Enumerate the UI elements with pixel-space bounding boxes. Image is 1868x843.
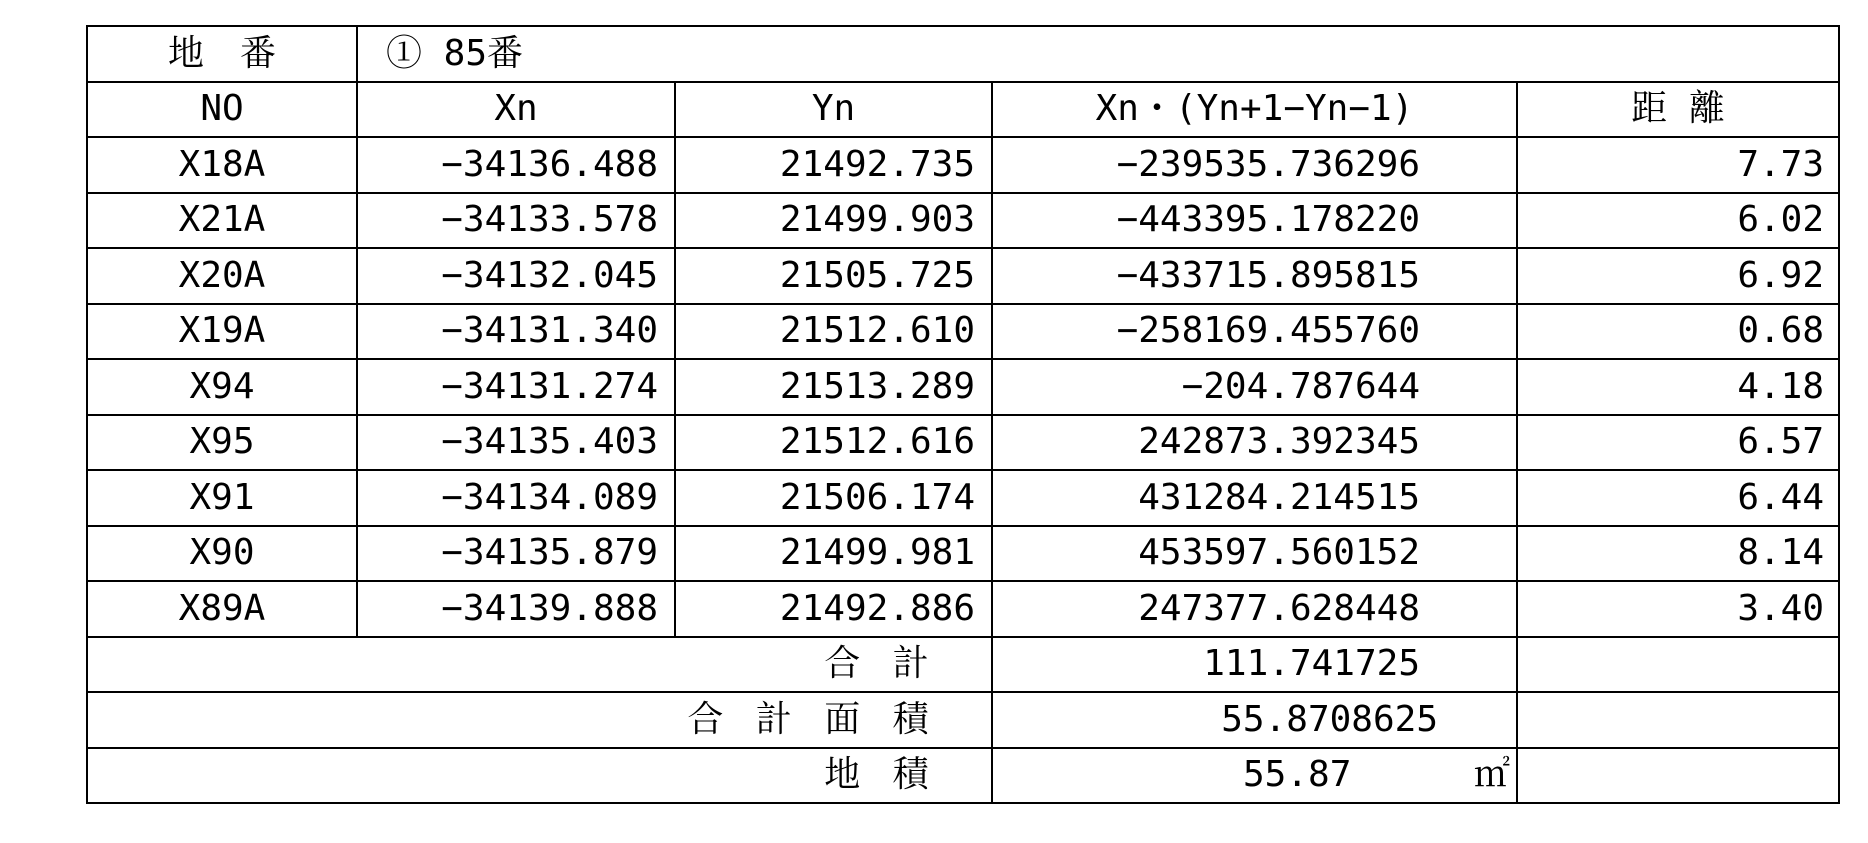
- xn-value: −34132.045: [357, 248, 675, 304]
- col-header-calc: Xn・(Yn+1−Yn−1): [992, 82, 1517, 138]
- distance-value: 6.44: [1517, 470, 1839, 526]
- distance-value: 7.73: [1517, 137, 1839, 193]
- yn-value: 21512.616: [675, 415, 992, 471]
- yn-value: 21499.981: [675, 526, 992, 582]
- calc-value: −239535.736296: [992, 137, 1517, 193]
- area-calculation-table: [86, 25, 1840, 804]
- yn-value: 21492.735: [675, 137, 992, 193]
- point-no: X90: [87, 526, 357, 582]
- point-no: X18A: [87, 137, 357, 193]
- xn-value: −34134.089: [357, 470, 675, 526]
- calc-value: −433715.895815: [992, 248, 1517, 304]
- table-row: [87, 359, 1839, 415]
- table-row: [87, 248, 1839, 304]
- xn-value: −34135.403: [357, 415, 675, 471]
- calc-value: 247377.628448: [992, 581, 1517, 637]
- distance-value: 4.18: [1517, 359, 1839, 415]
- sum-label: 合計: [87, 637, 992, 693]
- distance-value: 8.14: [1517, 526, 1839, 582]
- table-row: [87, 304, 1839, 360]
- point-no: X20A: [87, 248, 357, 304]
- parcel-value: ① 85番: [357, 26, 1839, 82]
- total-area-row: [87, 692, 1839, 748]
- point-no: X21A: [87, 193, 357, 249]
- calc-value: 431284.214515: [992, 470, 1517, 526]
- land-area-value: 55.87: [1243, 754, 1352, 796]
- calc-value: 453597.560152: [992, 526, 1517, 582]
- calc-value: 242873.392345: [992, 415, 1517, 471]
- yn-value: 21492.886: [675, 581, 992, 637]
- point-no: X94: [87, 359, 357, 415]
- table-row: [87, 193, 1839, 249]
- square-meter-unit: ㎡: [1473, 754, 1510, 796]
- land-area-cell: [992, 748, 1517, 804]
- table-row: [87, 137, 1839, 193]
- sum-row: [87, 637, 1839, 693]
- sum-value: 111.741725: [992, 637, 1517, 693]
- calc-value: −443395.178220: [992, 193, 1517, 249]
- calc-value: −258169.455760: [992, 304, 1517, 360]
- distance-value: 3.40: [1517, 581, 1839, 637]
- xn-value: −34133.578: [357, 193, 675, 249]
- xn-value: −34139.888: [357, 581, 675, 637]
- distance-value: 6.57: [1517, 415, 1839, 471]
- xn-value: −34131.274: [357, 359, 675, 415]
- point-no: X19A: [87, 304, 357, 360]
- distance-value: 6.92: [1517, 248, 1839, 304]
- total-area-label: 合計面積: [87, 692, 992, 748]
- distance-value: 6.02: [1517, 193, 1839, 249]
- total-area-value: 55.8708625: [992, 692, 1517, 748]
- calc-value: −204.787644: [992, 359, 1517, 415]
- yn-value: 21506.174: [675, 470, 992, 526]
- table-row: [87, 526, 1839, 582]
- total-area-empty-cell: [1517, 692, 1839, 748]
- column-header-row: [87, 82, 1839, 138]
- yn-value: 21513.289: [675, 359, 992, 415]
- col-header-yn: Yn: [675, 82, 992, 138]
- col-header-xn: Xn: [357, 82, 675, 138]
- table-row: [87, 470, 1839, 526]
- yn-value: 21499.903: [675, 193, 992, 249]
- xn-value: −34135.879: [357, 526, 675, 582]
- land-area-row: [87, 748, 1839, 804]
- sum-empty-cell: [1517, 637, 1839, 693]
- table-row: [87, 415, 1839, 471]
- col-header-distance: 距 離: [1517, 82, 1839, 138]
- land-area-empty-cell: [1517, 748, 1839, 804]
- point-no: X91: [87, 470, 357, 526]
- point-no: X95: [87, 415, 357, 471]
- xn-value: −34131.340: [357, 304, 675, 360]
- yn-value: 21512.610: [675, 304, 992, 360]
- xn-value: −34136.488: [357, 137, 675, 193]
- table-row: [87, 581, 1839, 637]
- land-area-label: 地積: [87, 748, 992, 804]
- point-no: X89A: [87, 581, 357, 637]
- parcel-label: 地 番: [87, 26, 357, 82]
- parcel-row: [87, 26, 1839, 82]
- col-header-no: NO: [87, 82, 357, 138]
- yn-value: 21505.725: [675, 248, 992, 304]
- distance-value: 0.68: [1517, 304, 1839, 360]
